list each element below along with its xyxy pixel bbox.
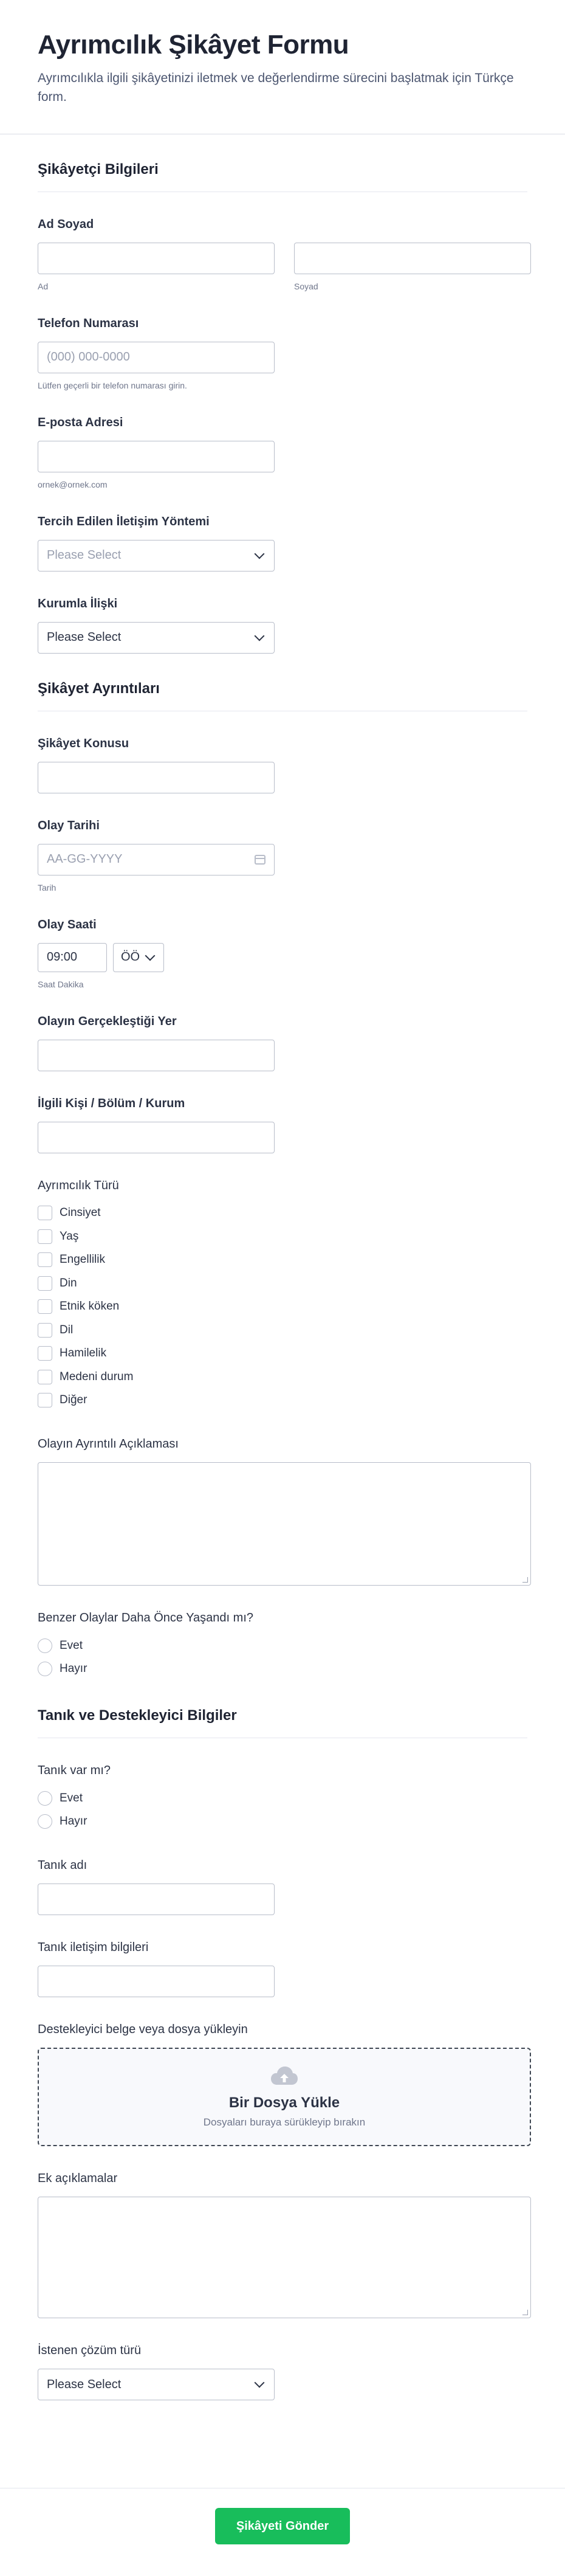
checkbox-option[interactable] — [38, 1224, 527, 1248]
checkbox-option[interactable] — [38, 1389, 527, 1412]
checkbox[interactable] — [38, 1323, 52, 1338]
person-label: İlgili Kişi / Bölüm / Kurum — [38, 1096, 185, 1110]
checkbox-option[interactable] — [38, 1295, 527, 1319]
checkbox-option[interactable] — [38, 1365, 527, 1389]
place-field — [38, 989, 527, 1071]
checkbox-option[interactable] — [38, 1342, 527, 1366]
last-name-sublabel: Soyad — [294, 281, 318, 291]
full-name-label: Ad Soyad — [38, 217, 94, 231]
option-label: Hayır — [60, 1662, 87, 1676]
witness-name-field — [38, 1833, 527, 1915]
form-subtitle: Ayrımcılıkla ilgili şikâyetinizi iletmek ve değerlendirme sürecini başlatmak için Türkçe form. — [38, 71, 514, 105]
first-name-col — [38, 243, 275, 291]
contact-method-field — [38, 489, 527, 571]
witness-contact-input[interactable] — [38, 1966, 275, 1997]
resolution-select[interactable] — [38, 2369, 275, 2400]
resolution-label: İstenen çözüm türü — [38, 2344, 142, 2358]
date-sublabel: Tarih — [38, 882, 56, 893]
checkbox[interactable] — [38, 1229, 52, 1244]
option-label: Yaş — [60, 1229, 79, 1243]
section-header — [38, 654, 527, 711]
upload-title: Bir Dosya Yükle — [228, 2094, 340, 2112]
option-label: Engellilik — [60, 1253, 105, 1266]
checkbox-option[interactable] — [38, 1318, 527, 1342]
complainant-section — [0, 134, 565, 654]
time-row — [38, 943, 527, 972]
submit-button[interactable]: Şikâyeti Gönder — [215, 2508, 350, 2544]
first-name-sublabel: Ad — [38, 281, 49, 291]
description-label: Olayın Ayrıntılı Açıklaması — [38, 1437, 179, 1451]
chevron-down-icon — [145, 950, 156, 961]
witness-name-input[interactable] — [38, 1884, 275, 1915]
subject-label: Şikâyet Konusu — [38, 736, 129, 750]
option-label: Diğer — [60, 1393, 87, 1407]
chevron-down-icon — [255, 630, 265, 641]
prior-field — [38, 1586, 527, 1680]
person-input[interactable] — [38, 1122, 275, 1153]
email-input[interactable] — [38, 441, 275, 472]
chevron-down-icon — [255, 548, 265, 559]
radio[interactable] — [38, 1791, 52, 1806]
form-footer — [0, 2488, 565, 2576]
phone-sublabel: Lütfen geçerli bir telefon numarası girin. — [38, 380, 187, 390]
checkbox[interactable] — [38, 1276, 52, 1291]
email-label: E-posta Adresi — [38, 415, 123, 429]
has-witness-label: Tanık var mı? — [38, 1764, 111, 1778]
upload-field — [38, 1997, 527, 2146]
option-label: Evet — [60, 1638, 83, 1652]
checkbox[interactable] — [38, 1299, 52, 1314]
phone-input[interactable] — [38, 342, 275, 373]
resize-handle-icon[interactable] — [522, 1577, 528, 1583]
phone-placeholder: (000) 000-0000 — [47, 350, 130, 364]
resolution-field — [38, 2318, 527, 2400]
ampm-value: ÖÖ — [121, 950, 140, 964]
checkbox-option[interactable] — [38, 1201, 527, 1225]
email-field — [38, 390, 527, 489]
checkbox[interactable] — [38, 1206, 52, 1220]
witness-contact-label: Tanık iletişim bilgileri — [38, 1941, 149, 1955]
date-field — [38, 793, 527, 893]
extra-notes-label: Ek açıklamalar — [38, 2172, 118, 2186]
option-label: Hamilelik — [60, 1347, 107, 1360]
has-witness-field — [38, 1738, 527, 1833]
radio[interactable] — [38, 1814, 52, 1829]
checkbox[interactable] — [38, 1252, 52, 1267]
phone-field — [38, 291, 527, 390]
email-sublabel: ornek@ornek.com — [38, 479, 108, 489]
description-textarea[interactable] — [38, 1462, 531, 1586]
witness-contact-field — [38, 1915, 527, 1997]
calendar-icon[interactable] — [255, 855, 265, 865]
time-input[interactable]: 09:00 — [38, 943, 107, 972]
radio-option-yes[interactable] — [38, 1786, 527, 1810]
name-row — [38, 243, 527, 291]
witness-section — [0, 1680, 565, 2400]
prior-label: Benzer Olaylar Daha Önce Yaşandı mı? — [38, 1611, 253, 1625]
full-name-field — [38, 192, 527, 291]
date-input[interactable] — [38, 844, 275, 875]
section-title: Tanık ve Destekleyici Bilgiler — [38, 1707, 237, 1724]
option-label: Dil — [60, 1323, 74, 1336]
checkbox[interactable] — [38, 1393, 52, 1407]
witness-name-label: Tanık adı — [38, 1859, 87, 1873]
place-label: Olayın Gerçekleştiği Yer — [38, 1014, 177, 1028]
option-label: Cinsiyet — [60, 1206, 101, 1220]
radio-option-no[interactable] — [38, 1657, 527, 1681]
person-field — [38, 1071, 527, 1153]
date-label: Olay Tarihi — [38, 818, 100, 832]
extra-notes-field — [38, 2146, 527, 2318]
relation-select[interactable] — [38, 622, 275, 654]
time-field — [38, 893, 527, 989]
contact-method-select[interactable] — [38, 540, 275, 571]
discrimination-options — [38, 1201, 527, 1412]
ampm-select[interactable] — [113, 943, 164, 972]
upload-subtitle: Dosyaları buraya sürükleyip bırakın — [203, 2116, 366, 2129]
place-input[interactable] — [38, 1040, 275, 1071]
contact-method-value: Please Select — [47, 548, 122, 562]
option-label: Din — [60, 1276, 77, 1290]
resolution-value: Please Select — [47, 2377, 122, 2391]
first-name-input[interactable] — [38, 243, 275, 274]
last-name-col — [294, 243, 531, 291]
cloud-upload-icon — [270, 2065, 299, 2087]
time-label: Olay Saati — [38, 917, 97, 931]
relation-field — [38, 571, 527, 654]
relation-label: Kurumla İlişki — [38, 596, 118, 610]
time-sublabel: Saat Dakika — [38, 979, 84, 989]
radio-option-no[interactable] — [38, 1810, 527, 1834]
option-label: Evet — [60, 1791, 83, 1804]
radio[interactable] — [38, 1662, 52, 1676]
date-placeholder: AA-GG-YYYY — [47, 852, 123, 866]
last-name-input[interactable] — [294, 243, 531, 274]
discrimination-type-label: Ayrımcılık Türü — [38, 1178, 119, 1192]
section-header — [38, 134, 527, 192]
details-section — [0, 654, 565, 1681]
relation-value: Please Select — [47, 630, 122, 644]
radio[interactable] — [38, 1638, 52, 1653]
extra-notes-textarea[interactable] — [38, 2197, 531, 2318]
contact-method-label: Tercih Edilen İletişim Yöntemi — [38, 514, 210, 528]
resize-handle-icon[interactable] — [522, 2310, 528, 2315]
subject-field — [38, 711, 527, 793]
file-upload-dropzone[interactable] — [38, 2048, 531, 2146]
checkbox-option[interactable] — [38, 1248, 527, 1272]
section-header — [38, 1680, 527, 1738]
upload-label: Destekleyici belge veya dosya yükleyin — [38, 2023, 248, 2037]
form-header — [0, 0, 565, 134]
form-title: Ayrımcılık Şikâyet Formu — [38, 30, 349, 60]
section-title: Şikâyetçi Bilgileri — [38, 161, 159, 178]
discrimination-type-field — [38, 1153, 527, 1412]
radio-option-yes[interactable] — [38, 1634, 527, 1657]
option-label: Hayır — [60, 1815, 87, 1828]
checkbox[interactable] — [38, 1370, 52, 1384]
phone-label: Telefon Numarası — [38, 316, 139, 330]
checkbox-option[interactable] — [38, 1271, 527, 1295]
option-label: Medeni durum — [60, 1370, 134, 1383]
section-title: Şikâyet Ayrıntıları — [38, 680, 160, 697]
option-label: Etnik köken — [60, 1300, 120, 1313]
subject-input[interactable] — [38, 762, 275, 793]
description-field — [38, 1412, 527, 1586]
checkbox[interactable] — [38, 1346, 52, 1361]
chevron-down-icon — [255, 2378, 265, 2388]
